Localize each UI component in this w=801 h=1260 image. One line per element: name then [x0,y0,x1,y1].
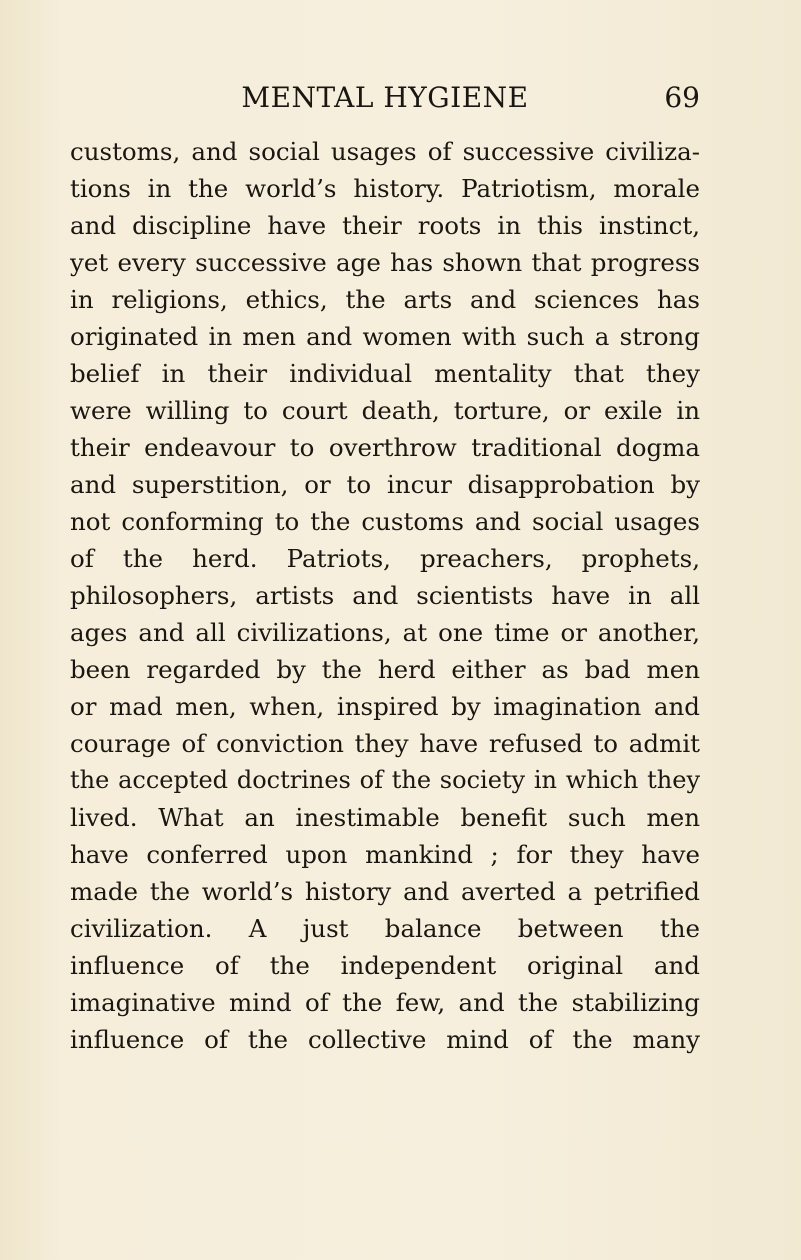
text-line: yet every successive age has shown that progress [70,248,700,277]
text-line: tions in the world’s history. Patriotism, morale [70,174,700,203]
text-line: the accepted doctrines of the society in which they [70,766,700,794]
text-line: civilization. A just balance between the [70,914,700,943]
text-line: and discipline have their roots in this instinct, [70,211,700,240]
text-line: influence of the independent original and [70,951,700,980]
text-line: of the herd. Patriots, preachers, prophets, [70,544,700,573]
text-line: have conferred upon mankind ; for they have [70,840,700,869]
text-line: not conforming to the customs and social usages [70,507,700,536]
text-line: were willing to court death, torture, or exile in [70,396,700,425]
running-title: MENTAL HYGIENE [241,81,529,114]
text-line: and superstition, or to incur disapprobation by [70,470,700,499]
text-line: lived. What an inestimable benefit such men [70,803,700,832]
text-line: their endeavour to overthrow traditional dogma [70,433,700,462]
text-line: ages and all civilizations, at one time or another, [70,618,700,647]
running-head [70,78,700,118]
text-line: philosophers, artists and scientists have in all [70,581,700,610]
text-line: or mad men, when, inspired by imagination and [70,692,700,721]
text-line: belief in their individual mentality that they [70,359,700,388]
text-line: imaginative mind of the few, and the stabilizing [70,988,700,1017]
text-line: in religions, ethics, the arts and sciences has [70,285,700,314]
text-line: originated in men and women with such a strong [70,322,700,351]
page-number: 69 [664,81,700,114]
body-text [70,133,700,1058]
text-line: courage of conviction they have refused to admit [70,729,700,758]
text-line: influence of the collective mind of the many [70,1025,700,1054]
text-line: made the world’s history and averted a petrified [70,877,700,906]
text-line: been regarded by the herd either as bad men [70,655,700,684]
text-line: customs, and social usages of successive civiliza- [70,137,700,166]
